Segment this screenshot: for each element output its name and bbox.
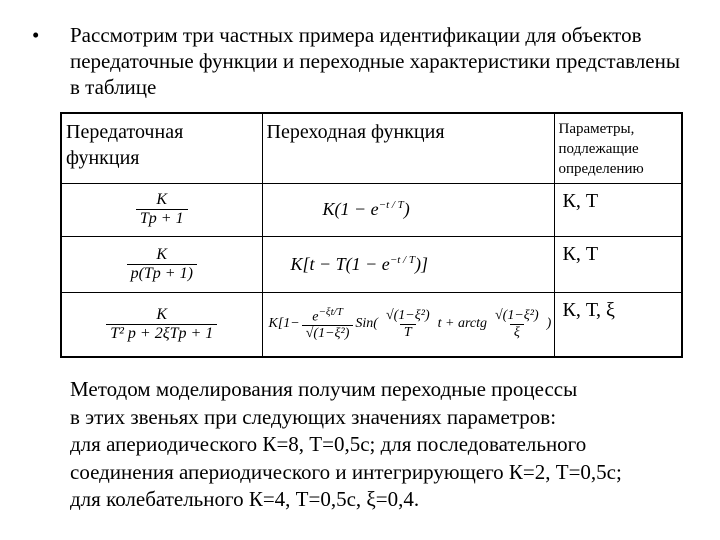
- transfer-fraction: $\frac{K}{p(Tp + 1)}$: [127, 246, 197, 283]
- transfer-fraction: $\frac{K}{Tp + 1}$: [136, 191, 188, 228]
- intro-text: Рассмотрим три частных примера идентификации для объектов передаточные функции и переходные характеристики представлены в таблице: [70, 23, 680, 99]
- header-step-function: Переходная функция: [262, 113, 554, 183]
- step-formula: $K(1 - e^{-t / T})$: [322, 199, 410, 219]
- step-cell: [262, 292, 554, 357]
- table-row: [61, 183, 682, 236]
- step-formula: K[1− $\frac{e^{-\xi t/T}}{\text{√(1−ξ²)}}$ Sin( $\frac{\text{√(1−ξ²)}}{T}$ t + arctg $\frac{\text{√(1−ξ²)}}{\xi}$ ): [268, 305, 552, 342]
- conclusion-paragraph: [70, 376, 710, 514]
- transfer-fraction: $\frac{K}{\text{T² p + 2ξTp + 1}}$: [106, 306, 217, 343]
- params-cell: К, Т, ξ: [554, 292, 682, 357]
- table-row: [61, 236, 682, 292]
- transfer-cell: [61, 292, 262, 357]
- transfer-cell: [61, 183, 262, 236]
- conclusion-line: соединения апериодического и интегрирующего К=2, Т=0,5с;: [70, 459, 622, 484]
- table-header-row: [61, 113, 682, 183]
- conclusion-line: для апериодического К=8, Т=0,5с; для последовательного: [70, 432, 587, 456]
- step-formula: $K[t - T(1 - e^{-t / T})]$: [290, 253, 428, 274]
- bullet-icon: •: [32, 23, 40, 47]
- header-transfer-function: Передаточная функция: [61, 113, 262, 183]
- conclusion-line: для колебательного К=4, Т=0,5с, ξ=0,4.: [70, 487, 420, 511]
- step-cell: [262, 236, 554, 292]
- params-cell: К, Т: [554, 183, 682, 236]
- transfer-cell: [61, 236, 262, 292]
- header-parameters: Параметры, подлежащие определению: [554, 113, 682, 183]
- conclusion-line: Методом моделирования получим переходные процессы: [70, 377, 578, 401]
- conclusion-line: в этих звеньях при следующих значениях параметров:: [70, 404, 557, 429]
- transfer-functions-table: [60, 112, 683, 358]
- step-cell: [262, 183, 554, 236]
- table-row: [61, 292, 682, 357]
- params-cell: К, Т: [554, 236, 682, 292]
